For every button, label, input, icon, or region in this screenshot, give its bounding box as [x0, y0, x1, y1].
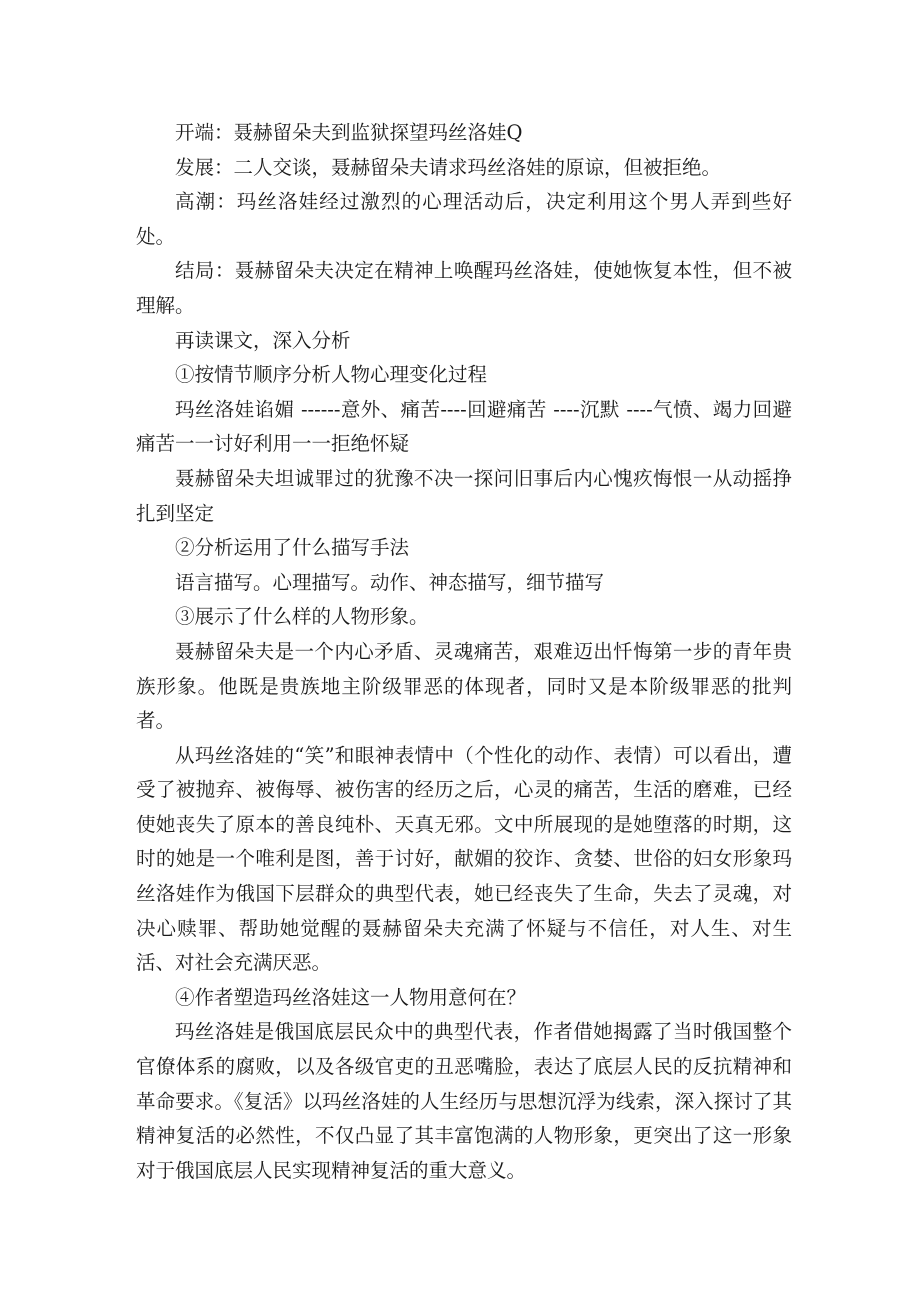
plot-ending: 结局：聂赫留朵夫决定在精神上唤醒玛丝洛娃，使她恢复本性，但不被理解。 [136, 259, 792, 317]
plot-beginning: 开端：聂赫留朵夫到监狱探望玛丝洛娃Q [175, 121, 523, 144]
maslova-image: 从玛丝洛娃的“笑”和眼神表情中（个性化的动作、表情）可以看出，遭受了被抛弃、被侮辱、被伤害的经历之后，心灵的痛苦，生活的磨难，已经使她丧失了原本的善良纯朴、天真无邪。文中所展现的是她堕落的时期，这时的她是一个唯利是图，善于讨好，献媚的狡诈、贪婪、世俗的妇女形象玛丝洛娃作为俄国下层群众的典型代表，她已经丧失了生命，失去了灵魂，对决心赎罪、帮助她觉醒的聂赫留朵夫充满了怀疑与不信任，对人生、对生活、对社会充满厌恶。 [136, 743, 792, 975]
nekhlyudov-psychology: 聂赫留朵夫坦诚罪过的犹豫不决一探问旧事后内心愧疚悔恨一从动摇挣扎到坚定 [136, 466, 792, 525]
question-2: ②分析运用了什么描写手法 [175, 536, 410, 560]
question-4: ④作者塑造玛丝洛娃这一人物用意何在？ [175, 985, 527, 1009]
author-intent: 玛丝洛娃是俄国底层民众中的典型代表，作者借她揭露了当时俄国整个官僚体系的腐败，以及各级官吏的丑恶嘴脸，表达了底层人民的反抗精神和革命要求。《复活》以玛丝洛娃的人生经历与思想沉浮为线索，深入探讨了其精神复活的必然性，不仅凸显了其丰富饱满的人物形象，更突出了这一形象对于俄国底层人民实现精神复活的重大意义。 [136, 1020, 792, 1182]
question-1: ①按情节顺序分析人物心理变化过程 [175, 363, 488, 387]
plot-climax: 高潮：玛丝洛娃经过激烈的心理活动后，决定利用这个男人弄到些好处。 [136, 190, 792, 248]
plot-development: 发展：二人交谈，聂赫留朵夫请求玛丝洛娃的原谅，但被拒绝。 [175, 155, 722, 179]
question-3: ③展示了什么样的人物形象。 [175, 605, 429, 629]
maslova-psychology: 玛丝洛娃谄媚 ------意外、痛苦----回避痛苦 ----沉默 ----气愤、竭力回避痛苦一一讨好利用一一拒绝怀疑 [136, 397, 792, 456]
document-body [136, 116, 792, 1188]
nekhlyudov-image: 聂赫留朵夫是一个内心矛盾、灵魂痛苦，艰难迈出忏悔第一步的青年贵族形象。他既是贵族地主阶级罪恶的体现者，同时又是本阶级罪恶的批判者。 [136, 639, 792, 733]
section-heading-reread: 再读课文，深入分析 [175, 328, 351, 352]
description-techniques: 语言描写。心理描写。动作、神态描写，细节描写 [175, 570, 605, 594]
